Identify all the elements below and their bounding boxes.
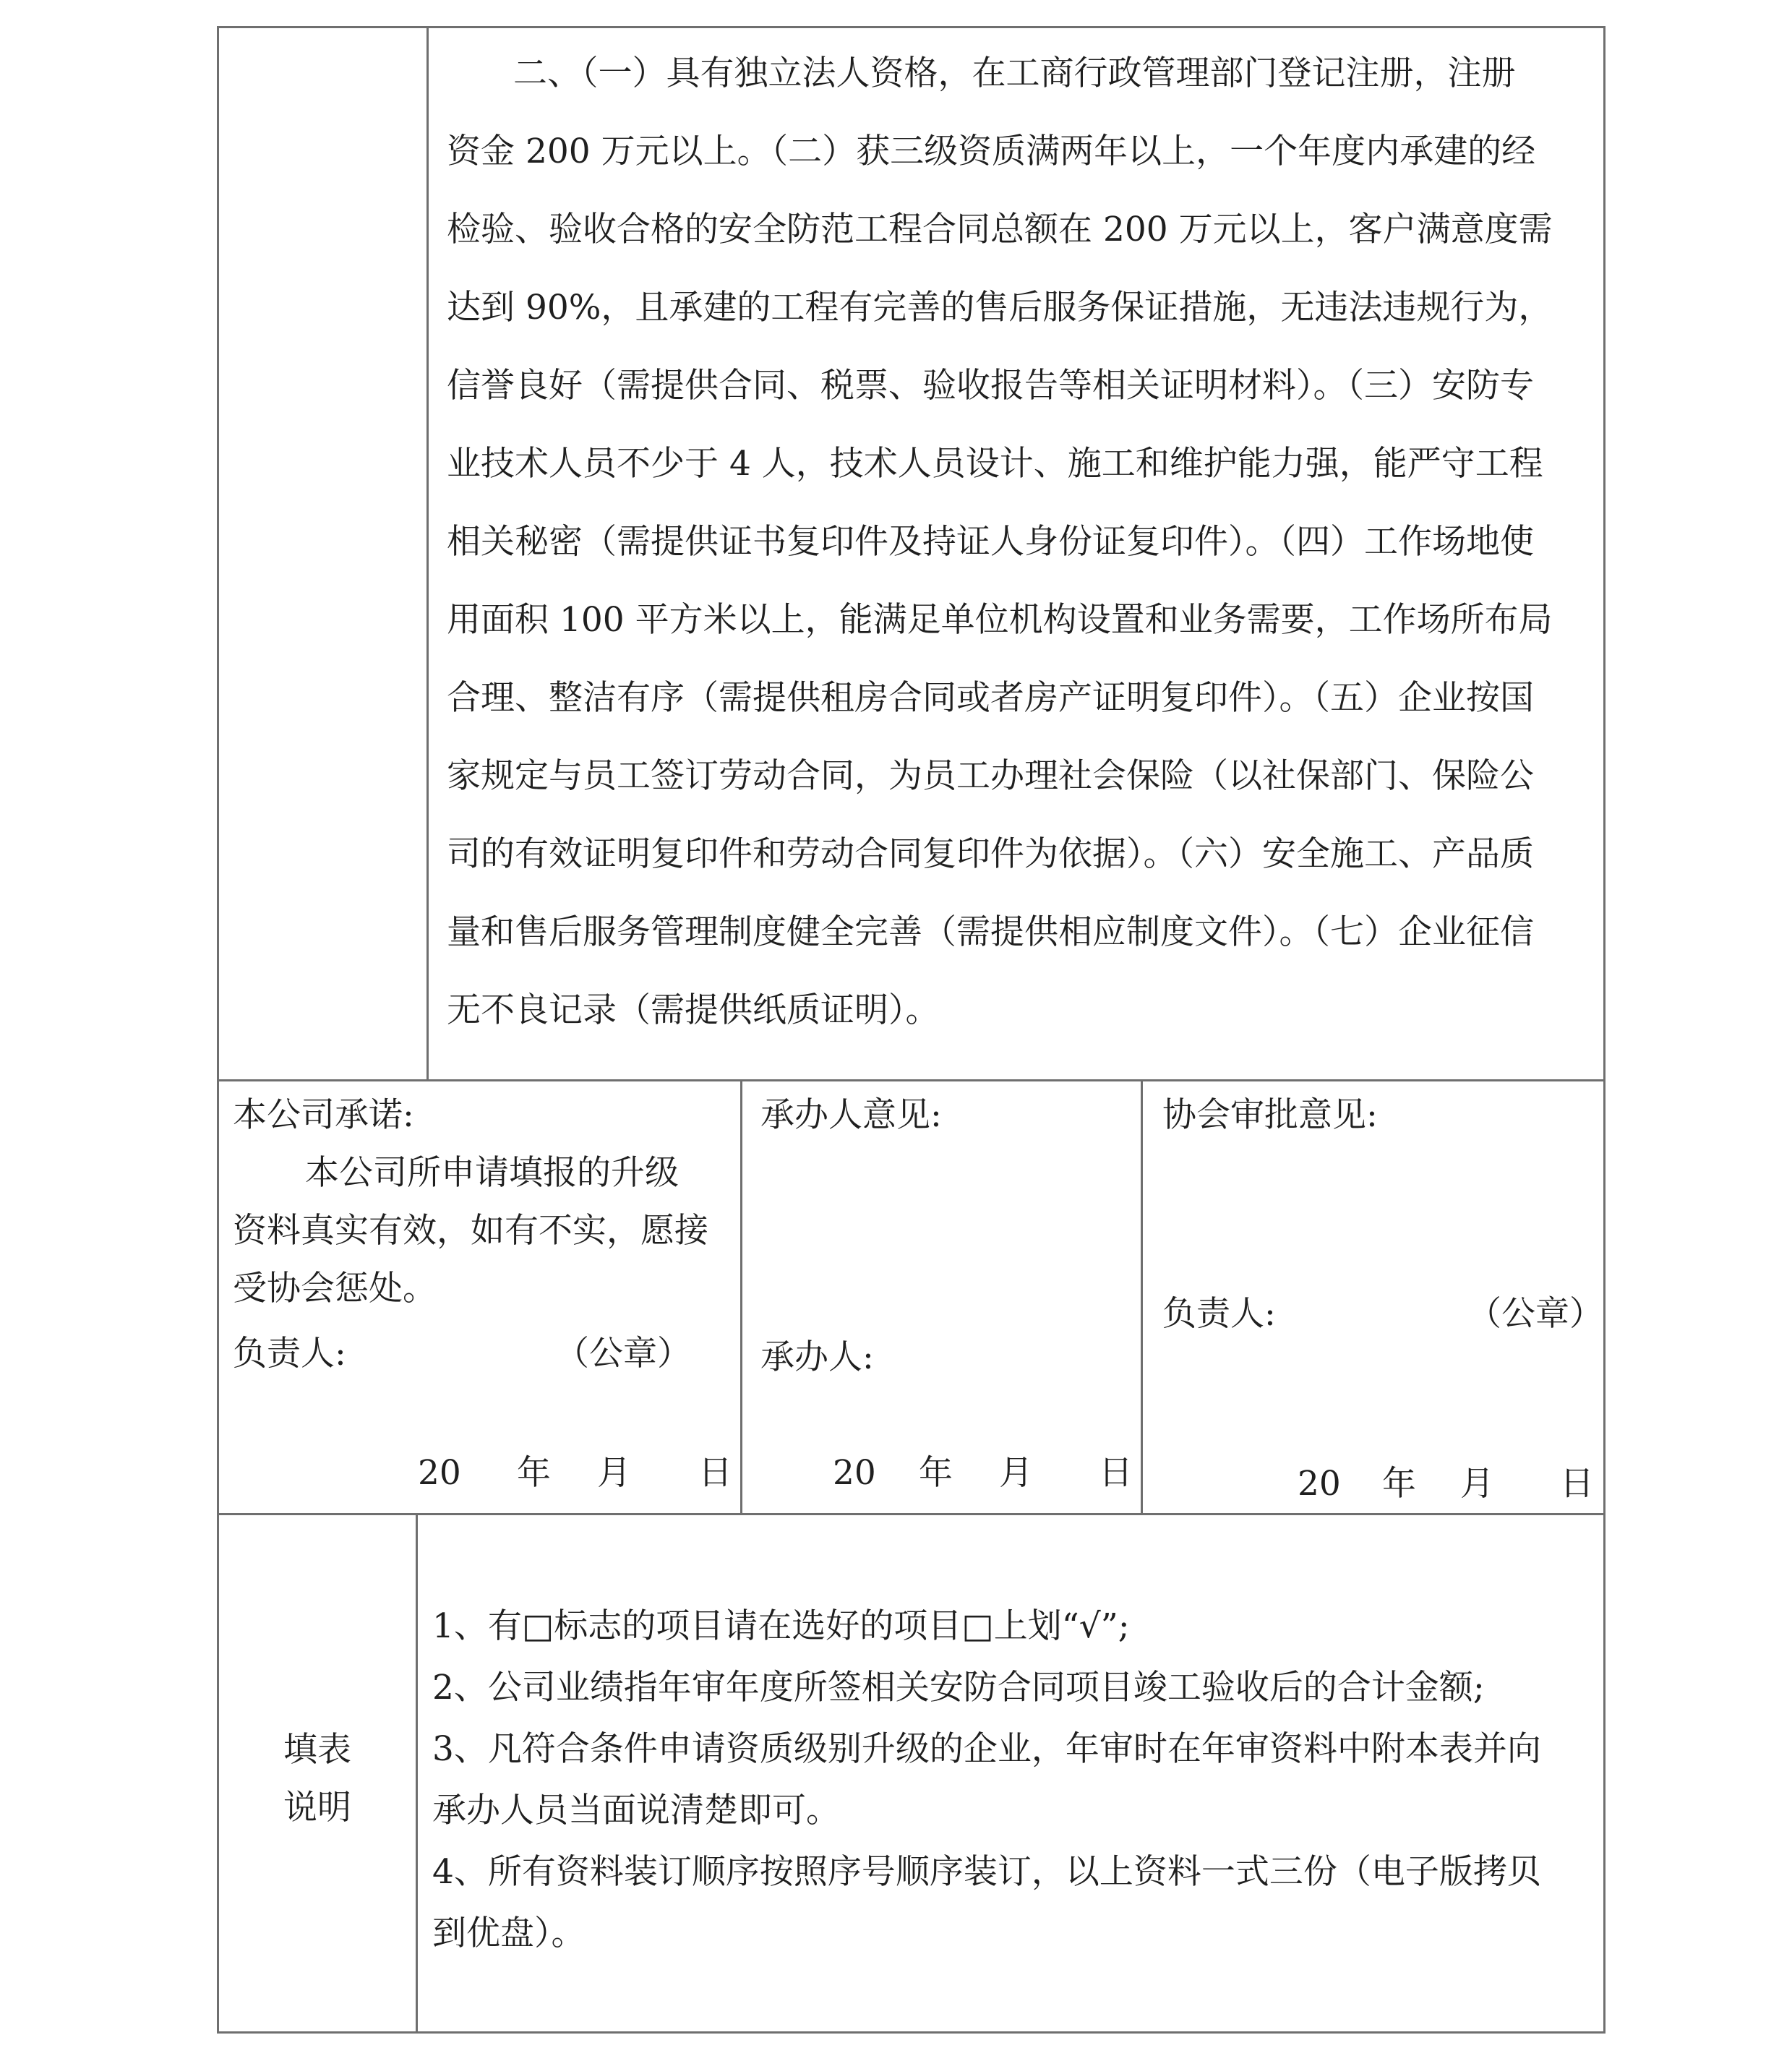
company-pledge-text: 资料真实有效，如有不实，愿接	[233, 1211, 708, 1251]
company-pledge-title: 本公司承诺:	[233, 1095, 414, 1135]
requirements-line: 相关秘密（需提供证书复印件及持证人身份证复印件）。（四）工作场地使	[447, 522, 1534, 562]
requirements-line: 达到 90%，且承建的工程有完善的售后服务保证措施，无违法违规行为，	[447, 288, 1553, 327]
requirements-line: 用面积 100 平方米以上，能满足单位机构设置和业务需要，工作场所布局	[447, 600, 1553, 640]
instruction-item: 2、公司业绩指年审年度所签相关安防合同项目竣工验收后的合计金额;	[432, 1668, 1485, 1707]
association-date-day-unit: 日	[1560, 1464, 1594, 1504]
instruction-item: 到优盘）。	[432, 1914, 586, 1953]
opinion-divider-1	[740, 1079, 742, 1514]
requirements-line: 司的有效证明复印件和劳动合同复印件为依据）。（六）安全施工、产品质	[447, 834, 1534, 874]
border-right	[1603, 26, 1605, 2033]
company-pledge-text: 本公司所申请填报的升级	[305, 1153, 679, 1193]
handler-date-year: 20	[833, 1453, 876, 1493]
instructions-label-line: 填表	[283, 1730, 351, 1770]
association-date-year: 20	[1298, 1464, 1341, 1504]
border-left	[217, 26, 219, 2033]
handler-date-day-unit: 日	[1099, 1453, 1133, 1493]
instruction-item: 3、凡符合条件申请资质级别升级的企业，年审时在年审资料中附本表并向	[432, 1729, 1541, 1769]
requirements-line: 无不良记录（需提供纸质证明）。	[447, 990, 940, 1030]
company-signer-label: 负责人:	[233, 1334, 346, 1374]
instruction-item: 承办人员当面说清楚即可。	[432, 1791, 840, 1830]
handler-signer-label: 承办人:	[760, 1337, 874, 1377]
requirements-line: 资金 200 万元以上。（二）获三级资质满两年以上，一个年度内承建的经	[447, 132, 1536, 171]
association-signer-label: 负责人:	[1162, 1294, 1276, 1334]
instructions-label-divider	[416, 1513, 418, 2033]
company-pledge-text: 受协会惩处。	[233, 1269, 437, 1308]
requirements-line: 量和售后服务管理制度健全完善（需提供相应制度文件）。（七）企业征信	[447, 912, 1534, 952]
requirements-line: 业技术人员不少于 4 人，技术人员设计、施工和维护能力强，能严守工程	[447, 444, 1543, 484]
requirements-line: 合理、整洁有序（需提供租房合同或者房产证明复印件）。（五）企业按国	[447, 678, 1534, 718]
requirements-line: 家规定与员工签订劳动合同，为员工办理社会保险（以社保部门、保险公	[447, 756, 1534, 796]
requirements-line: 二、（一）具有独立法人资格，在工商行政管理部门登记注册，注册	[513, 53, 1516, 93]
association-date-year-unit: 年	[1382, 1464, 1416, 1504]
company-seal-label: （公章）	[555, 1334, 691, 1374]
association-opinion-title: 协会审批意见:	[1162, 1095, 1378, 1135]
handler-opinion-title: 承办人意见:	[760, 1095, 942, 1135]
border-top	[217, 26, 1605, 28]
handler-date-month-unit: 月	[999, 1453, 1033, 1493]
row-divider-1	[217, 1079, 1605, 1081]
requirements-line: 检验、验收合格的安全防范工程合同总额在 200 万元以上，客户满意度需	[447, 210, 1553, 249]
instruction-item: 1、有□标志的项目请在选好的项目□上划“√”;	[432, 1606, 1130, 1646]
instruction-item: 4、所有资料装订顺序按照序号顺序装订，以上资料一式三份（电子版拷贝	[432, 1852, 1541, 1892]
requirements-label-divider	[426, 26, 429, 1081]
company-date-year: 20	[418, 1453, 461, 1493]
association-seal-label: （公章）	[1467, 1294, 1603, 1334]
instructions-label-line: 说明	[283, 1788, 351, 1828]
handler-date-year-unit: 年	[919, 1453, 953, 1493]
requirements-line: 信誉良好（需提供合同、税票、验收报告等相关证明材料）。（三）安防专	[447, 366, 1534, 406]
company-date-month-unit: 月	[597, 1453, 631, 1493]
company-date-day-unit: 日	[698, 1453, 732, 1493]
border-bottom	[217, 2031, 1605, 2034]
opinion-divider-2	[1141, 1079, 1143, 1514]
company-date-year-unit: 年	[517, 1453, 551, 1493]
association-date-month-unit: 月	[1460, 1464, 1494, 1504]
